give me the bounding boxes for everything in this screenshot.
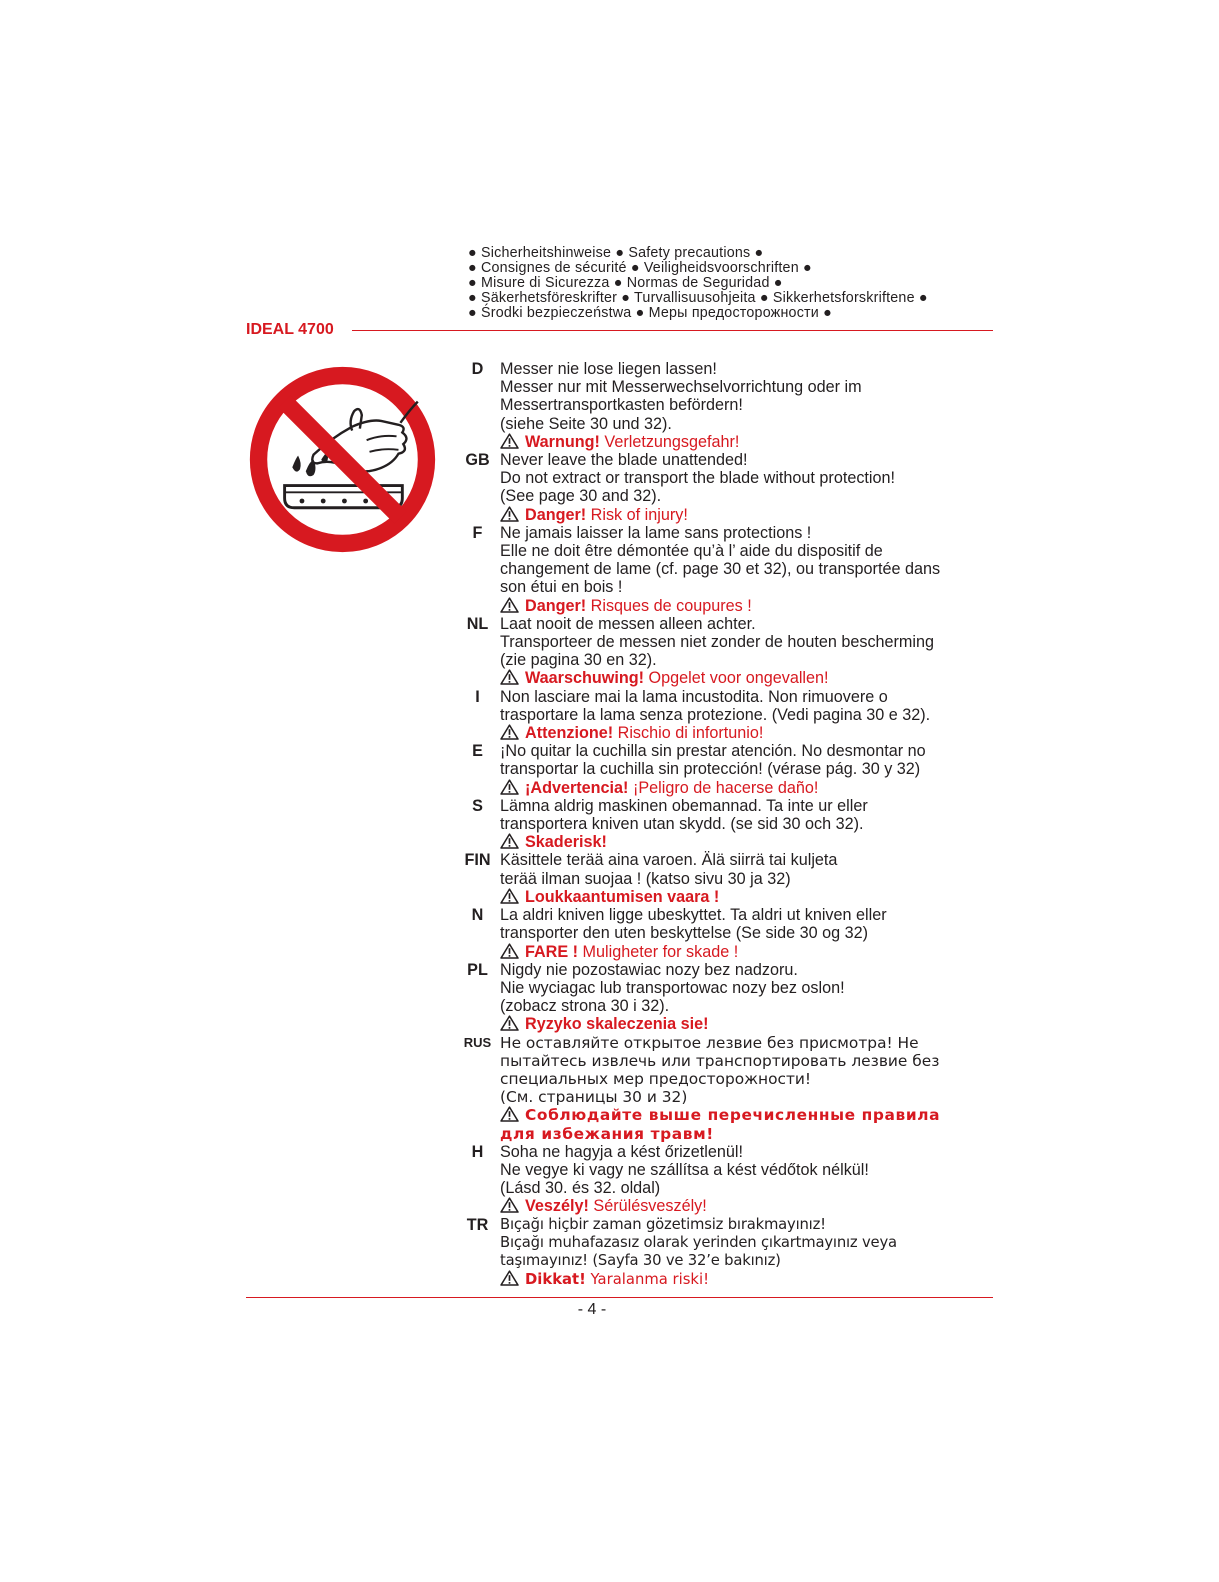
header-line: ● Sicherheitshinweise ● Safety precautions ● [468, 245, 764, 261]
warning-text: Yaralanma riski! [585, 1271, 710, 1289]
warning-text: Verletzungsgefahr! [599, 432, 740, 451]
entry-line: Laat nooit de messen alleen achter. [500, 614, 756, 633]
warning-text: Risk of injury! [586, 505, 688, 524]
entry-line: terää ilman suojaa ! (katso sivu 30 ja 32) [500, 869, 791, 888]
warning-line [500, 1197, 995, 1215]
entry-line: Käsittele terää aina varoen. Älä siirrä tai kuljeta [500, 851, 838, 870]
entry-line: Nigdy nie pozostawiac nozy bez nadzoru. [500, 960, 798, 979]
warning-line [500, 1015, 995, 1033]
warning-triangle-icon [500, 888, 519, 904]
entry-line: Nie wyciagac lub transportowac nozy bez oslon! [500, 978, 845, 997]
entry-line: taşımayınız! (Sayfa 30 ve 32’e bakınız) [500, 1251, 781, 1269]
entry-line: (See page 30 and 32). [500, 487, 662, 506]
entry-line: пытайтесь извлечь или транспортировать лезвие без [500, 1051, 940, 1070]
entry-line: Soha ne hagyja a kést őrizetlenül! [500, 1142, 743, 1161]
top-divider [352, 330, 993, 331]
entry-line: Never leave the blade unattended! [500, 451, 748, 470]
warning-triangle-icon [500, 943, 519, 959]
entry-line: son étui en bois ! [500, 578, 623, 597]
warning-line [500, 779, 995, 797]
warning-label: FARE ! [525, 942, 579, 961]
warning-triangle-icon [500, 1270, 519, 1286]
entry-line: transportera kniven utan skydd. (se sid 30 och 32). [500, 815, 864, 834]
entry-line: Lämna aldrig maskinen obemannad. Ta inte ur eller [500, 796, 868, 815]
language-code: TR [466, 1215, 489, 1234]
warning-line [500, 888, 995, 906]
warning-line [500, 433, 995, 451]
warning-triangle-icon [500, 669, 519, 685]
entry-line: Не оставляйте открытое лезвие без присмотра! Не [500, 1033, 919, 1052]
header-line: ● Misure di Sicurezza ● Normas de Seguridad ● [468, 275, 783, 291]
warning-label: Danger! [525, 596, 587, 615]
entry-line: La aldri kniven ligge ubeskyttet. Ta aldri ut kniven eller [500, 906, 887, 925]
language-code: GB [465, 451, 490, 470]
entry-line: (Lásd 30. és 32. oldal) [500, 1179, 661, 1198]
warning-label: Veszély! [525, 1197, 589, 1216]
safety-precautions-header [468, 246, 988, 321]
warning-label: Danger! [525, 505, 587, 524]
entry-line: (zobacz strona 30 i 32). [500, 997, 670, 1016]
entry-se [455, 797, 995, 852]
entry-gb [455, 451, 995, 524]
entry-line: Bıçağı hiçbir zaman gözetimsiz bırakmayınız! [500, 1215, 826, 1233]
entry-fr [455, 524, 995, 615]
language-code: I [475, 687, 480, 706]
header-line: ● Säkerhetsföreskrifter ● Turvallisuusohjeita ● Sikkerhetsforskriftene ● [468, 290, 928, 306]
entry-line: Transporteer de messen niet zonder de houten bescherming [500, 633, 935, 652]
warning-line [500, 506, 995, 524]
bottom-divider [246, 1297, 993, 1298]
warning-triangle-icon [500, 433, 519, 449]
entry-line: Ne jamais laisser la lame sans protections ! [500, 523, 812, 542]
entry-line: trasportare la lama senza protezione. (Vedi pagina 30 e 32). [500, 705, 931, 724]
warning-label: Warnung! [525, 432, 600, 451]
entry-de [455, 360, 995, 451]
warning-label: ¡Advertencia! [525, 778, 629, 797]
warning-label: Ryzyko skaleczenia sie! [525, 1015, 709, 1034]
header-line: ● Consignes de sécurité ● Veiligheidsvoorschriften ● [468, 260, 812, 276]
language-code: NL [466, 614, 489, 633]
entry-line: ¡No quitar la cuchilla sin prestar atención. No desmontar no [500, 742, 926, 761]
warning-triangle-icon [500, 597, 519, 613]
warning-text: Rischio di infortunio! [613, 724, 764, 743]
warning-line [500, 597, 995, 615]
language-code: S [472, 796, 483, 815]
warning-line [500, 943, 995, 961]
entry-no [455, 906, 995, 961]
safety-entries [455, 360, 995, 1289]
entry-it [455, 688, 995, 743]
entry-line: transporter den uten beskyttelse (Se side 30 og 32) [500, 924, 869, 943]
warning-line [500, 724, 995, 742]
warning-text: Risques de coupures ! [586, 596, 752, 615]
warning-triangle-icon [500, 779, 519, 795]
entry-line: Non lasciare mai la lama incustodita. Non rimuovere o [500, 687, 888, 706]
entry-tr [455, 1216, 995, 1290]
language-code: D [471, 360, 484, 378]
warning-line [500, 833, 995, 851]
warning-line [500, 1106, 995, 1124]
entry-line: (См. страницы 30 и 32) [500, 1088, 688, 1107]
entry-pl [455, 961, 995, 1034]
warning-label: Соблюдайте выше перечисленные правила [525, 1106, 941, 1125]
warning-text: ¡Peligro de hacerse daño! [628, 778, 819, 797]
entry-line: changement de lame (cf. page 30 et 32), ou transportée dans [500, 560, 941, 579]
entry-hu [455, 1143, 995, 1216]
warning-label: Skaderisk! [525, 833, 607, 852]
entry-line: специальных мер предосторожности! [500, 1069, 812, 1088]
language-code: E [472, 742, 483, 761]
warning-triangle-icon [500, 506, 519, 522]
entry-line: Elle ne doit être démontée qu’à l’ aide du dispositif de [500, 542, 883, 561]
warning-line [500, 1270, 995, 1289]
model-title: IDEAL 4700 [246, 321, 334, 338]
warning-triangle-icon [500, 1015, 519, 1031]
warning-line-continued: для избежания травм! [500, 1124, 714, 1143]
entry-line: Messertransportkasten befördern! [500, 396, 743, 415]
warning-triangle-icon [500, 833, 519, 849]
warning-triangle-icon [500, 1106, 519, 1122]
language-code: F [472, 523, 483, 542]
page-number: - 4 - [577, 1301, 607, 1318]
entry-nl [455, 615, 995, 688]
language-code: PL [467, 960, 488, 979]
language-code: RUS [463, 1034, 492, 1050]
header-line: ● Środki bezpieczeństwa ● Меры предосторожности ● [468, 305, 832, 321]
entry-line: Ne vegye ki vagy ne szállítsa a kést védőtok nélkül! [500, 1160, 869, 1179]
warning-label: Dikkat! [525, 1271, 586, 1289]
warning-label: Waarschuwing! [525, 669, 645, 688]
warning-text: Sérülésveszély! [588, 1197, 707, 1216]
entry-es [455, 742, 995, 797]
entry-line: (zie pagina 30 en 32). [500, 651, 657, 670]
entry-line: transportar la cuchilla sin protección! (vérase pág. 30 y 32) [500, 760, 921, 779]
entry-line: Messer nur mit Messerwechselvorrichtung oder im [500, 378, 862, 397]
language-code: FIN [464, 851, 491, 870]
warning-triangle-icon [500, 724, 519, 740]
entry-line: Do not extract or transport the blade without protection! [500, 469, 896, 488]
entry-line: (siehe Seite 30 und 32). [500, 414, 672, 433]
warning-triangle-icon [500, 1197, 519, 1213]
language-code: H [471, 1142, 484, 1161]
entry-line: Bıçağı muhafazasız olarak yerinden çıkartmayınız veya [500, 1233, 897, 1251]
warning-text: Opgelet voor ongevallen! [644, 669, 829, 688]
warning-line [500, 669, 995, 687]
entry-line: Messer nie lose liegen lassen! [500, 360, 717, 378]
language-code: N [471, 906, 484, 925]
warning-text: Muligheter for skade ! [578, 942, 739, 961]
entry-ru [455, 1034, 995, 1143]
no-touching-blade-prohibition-icon [246, 363, 439, 556]
entry-fi [455, 851, 995, 906]
warning-label: Attenzione! [525, 724, 614, 743]
warning-label: Loukkaantumisen vaara ! [525, 887, 720, 906]
